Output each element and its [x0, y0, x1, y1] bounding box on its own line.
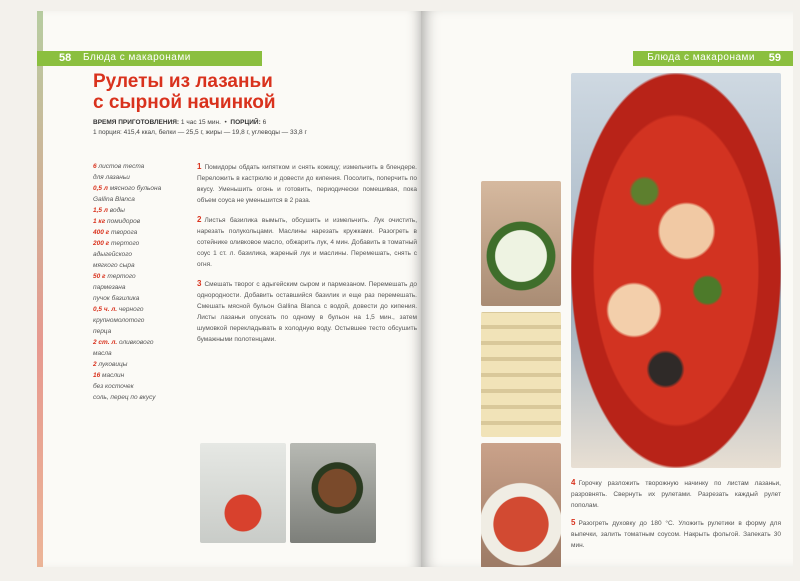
step-text: Разогреть духовку до 180 °C. Уложить рулетики в форму для выпечки, залить томатным соусом. Накрыть фольгой. Запекать 30 мин. — [571, 520, 781, 549]
rolls-photo — [481, 312, 561, 437]
ingredient-quantity: 400 г — [93, 229, 111, 236]
section-header-left — [37, 51, 262, 66]
ingredient-text: соль, перец по вкусу — [93, 394, 156, 401]
section-title: Блюда с макаронами — [83, 52, 191, 63]
ingredient-text: адыгейского — [93, 251, 133, 258]
step-text: Горочку разложить творожную начинку по листам лазаньи, разровнять. Свернуть их рулетами. Разрезать каждый рулет пополам. — [571, 480, 781, 509]
tomatoes-photo — [200, 443, 286, 543]
nutrition-info: 1 порция: 415,4 ккал, белки — 25,5 г, жиры — 19,8 г, углеводы — 33,8 г — [93, 129, 307, 136]
ingredient-quantity: 0,5 л — [93, 185, 110, 192]
ingredient-item — [93, 238, 193, 249]
ingredient-text: маслин — [102, 372, 125, 379]
step-text: Листья базилика вымыть, обсушить и измельчить. Лук очистить, нарезать полукольцами. Маслины нарезать кружками. Разогреть в сотейнике оливковое масло, обжарить лук, 4 мин. Добавить в томатный соус 1 ст. л. базилика, жареный лук и маслины. Перемешать, снять с огня. — [197, 217, 417, 268]
ingredient-item — [93, 183, 193, 194]
ingredient-quantity: 200 г — [93, 240, 111, 247]
ingredient-item — [93, 172, 193, 183]
ingredient-item — [93, 282, 193, 293]
section-title: Блюда с макаронами — [647, 52, 755, 63]
recipe-title-line1: Рулеты из лазаньи — [93, 71, 273, 92]
ingredient-quantity: 2 ст. л. — [93, 339, 119, 346]
ingredient-item — [93, 304, 193, 315]
ingredient-item — [93, 348, 193, 359]
ingredient-text: пармезана — [93, 284, 126, 291]
recipe-step — [571, 477, 781, 511]
ingredient-text: листов теста — [98, 163, 145, 170]
portions-value: 6 — [262, 119, 267, 126]
ingredient-item — [93, 249, 193, 260]
ingredient-item — [93, 337, 193, 348]
ingredient-item — [93, 216, 193, 227]
page-number: 59 — [768, 52, 781, 64]
ingredient-item — [93, 260, 193, 271]
step-number: 1 — [197, 162, 202, 171]
finished-dish-photo — [571, 73, 781, 468]
ingredient-text: без косточек — [93, 383, 134, 390]
ingredient-item — [93, 381, 193, 392]
ingredient-item — [93, 194, 193, 205]
sauce-dish-photo — [481, 443, 561, 567]
ingredient-text: перца — [93, 328, 112, 335]
filling-photo — [481, 181, 561, 306]
ingredient-item — [93, 161, 193, 172]
ingredient-item — [93, 392, 193, 403]
step-photos — [481, 181, 561, 567]
ingredient-item — [93, 227, 193, 238]
ingredient-text: для лазаньи — [93, 174, 130, 181]
step-text: Смешать творог с адыгейским сыром и пармезаном. Перемешать до однородности. Добавить оставшийся базилик и еще раз перемешать. Смешать мясной бульон Gallina Blanca с водой, довести до кипения. Листы лазаньи опускать по одному в бульон на 1,5 мин., затем шумовкой перекладывать в холодную воду. Остывшее тесто обсушить бумажными полотенцами. — [197, 281, 417, 343]
recipe-title-line2: с сырной начинкой — [93, 92, 276, 113]
page-number: 58 — [59, 52, 72, 64]
ingredient-text: черного — [118, 306, 144, 313]
recipe-title — [93, 71, 413, 113]
step-number: 3 — [197, 279, 202, 288]
ingredient-text: крупномолотого — [93, 317, 145, 324]
ingredient-item — [93, 293, 193, 304]
step-text: Помидоры обдать кипятком и снять кожицу; измельчить в блендере. Переложить в кастрюлю и довести до кипения. Посолить, поперчить по вкусу. Уменьшить огонь и готовить, периодически помешивая, пока объем соуса не уменьшится в 2 раза. — [197, 164, 417, 204]
prep-label: ВРЕМЯ ПРИГОТОВЛЕНИЯ: — [93, 119, 180, 126]
ingredient-text: тертого — [107, 273, 136, 280]
section-header-right — [633, 51, 793, 66]
ingredient-item — [93, 326, 193, 337]
recipe-meta: ВРЕМЯ ПРИГОТОВЛЕНИЯ: 1 час 15 мин. • ПОРЦИЙ: 6 1 порция: 415,4 ккал, белки — 25,5 г, жиры — 19,8 г, углеводы — 33,8 г — [93, 118, 413, 138]
step-number: 4 — [571, 478, 576, 487]
ingredient-quantity: 6 — [93, 163, 99, 170]
recipe-step — [571, 517, 781, 551]
open-book — [37, 11, 793, 567]
saute-pan-photo — [290, 443, 376, 543]
ingredient-text: пучок базилика — [93, 295, 140, 302]
ingredient-item — [93, 271, 193, 282]
recipe-step — [197, 278, 417, 345]
ingredient-item — [93, 315, 193, 326]
portions-label: ПОРЦИЙ: — [230, 119, 261, 126]
ingredient-text: оливкового — [119, 339, 154, 346]
ingredient-quantity: 50 г — [93, 273, 108, 280]
steps-left — [197, 161, 417, 353]
ingredient-text: мясного бульона — [109, 185, 162, 192]
steps-right — [571, 477, 781, 557]
ingredient-text: воды — [109, 207, 125, 214]
recipe-step — [197, 214, 417, 270]
ingredient-text: тертого — [110, 240, 140, 247]
ingredient-item — [93, 370, 193, 381]
ingredient-item — [93, 205, 193, 216]
ingredient-text: Gallina Blanca — [93, 196, 135, 203]
ingredient-quantity: 16 — [93, 372, 103, 379]
ingredient-text: помидоров — [107, 218, 141, 225]
step-number: 2 — [197, 215, 202, 224]
prep-value: 1 час 15 мин. — [180, 119, 221, 126]
ingredient-quantity: 1 кг — [93, 218, 107, 225]
ingredient-item — [93, 359, 193, 370]
ingredient-quantity: 2 — [93, 361, 99, 368]
ingredient-text: масла — [93, 350, 112, 357]
ingredient-quantity: 0,5 ч. л. — [93, 306, 119, 313]
ingredient-quantity: 1,5 л — [93, 207, 110, 214]
ingredient-text: луковицы — [98, 361, 128, 368]
right-page — [421, 11, 793, 567]
ingredient-text: мягкого сыра — [93, 262, 135, 269]
page-edge-strip — [37, 11, 43, 567]
step-number: 5 — [571, 518, 576, 527]
recipe-step — [197, 161, 417, 206]
ingredients-list — [93, 161, 193, 403]
ingredient-text: творога — [110, 229, 138, 236]
left-page — [37, 11, 421, 567]
